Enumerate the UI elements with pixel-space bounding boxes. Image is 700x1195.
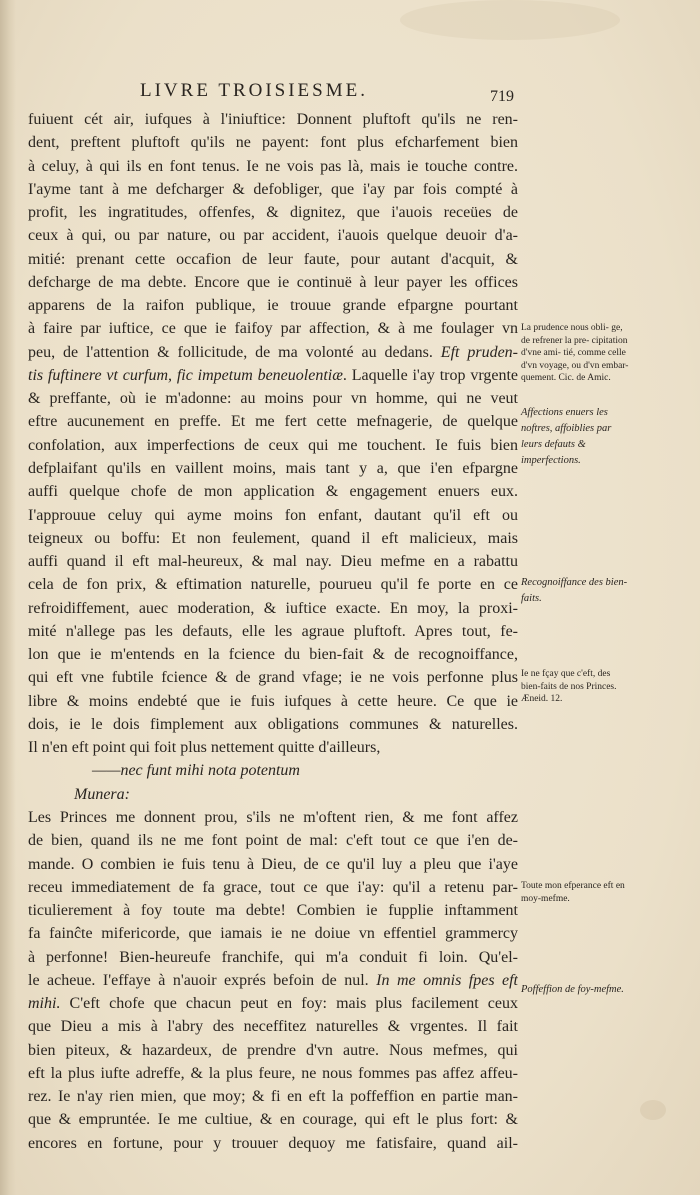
latin-quotation: Eft pruden- [440,343,518,361]
page-number: 719 [490,88,514,105]
text-segment: dent, preftent pluftoft qu'ils ne payent: font plus efcharfement bien [28,134,518,152]
text-line [28,155,518,178]
text-segment: I'ayme tant à me defcharger & defobliger, que i'ay par fois compté à [28,180,518,198]
paper-stain [640,1100,666,1120]
text-segment: eftre aucunement en preffe. Et me fert cette mefnagerie, de quelque [28,413,518,431]
text-segment: Il n'en eft point qui foit plus nettement quitte d'ailleurs, [28,739,381,757]
text-segment: libre & moins endebté que ie fuis iufques à cette heure. Ce que ie [28,692,518,710]
text-line [28,853,518,876]
text-segment: profit, les ingratitudes, offenfes, & dignitez, que i'auois receües de [28,204,518,222]
text-line [28,1039,518,1062]
text-line [28,1132,518,1155]
text-line [28,317,518,340]
text-line [28,410,518,433]
text-segment: teigneux ou boffu: Et non feulement, quand il eft malicieux, mais [28,529,518,547]
text-line [28,759,518,782]
latin-quotation: Munera: [74,785,130,803]
text-line [28,341,518,364]
text-segment: . Laquelle i'ay trop vrgente [342,366,518,384]
text-line [28,434,518,457]
binding-gutter [0,0,16,1195]
text-line [28,643,518,666]
text-segment: C'eft chofe que chacun peut en foy: mais plus facilement ceux [60,995,518,1013]
text-line [28,783,518,806]
text-line [28,620,518,643]
latin-quotation: In me omnis fpes eft [376,971,518,989]
text-line [28,736,518,759]
text-segment: defplaifant qu'ils en vaillent moins, mais tant y a, que i'en efpargne [28,459,518,477]
margin-note: Ie ne fçay que c'eft, des bien-faits de nos Princes. Æneid. 12. [521,669,617,704]
text-segment: encores en fortune, pour y trouuer dequoy me fatisfaire, quand ail- [28,1134,518,1152]
text-line [28,666,518,689]
text-segment: fuiuent cét air, iufques à l'iniuftice: Donnent pluftoft qu'ils ne ren- [28,111,518,128]
text-line [28,178,518,201]
text-segment: cela de fon prix, & eftimation naturelle, pourueu qu'il fe porte en ce [28,576,518,594]
latin-quotation: tis fuftinere vt curfum, fic impetum beneuolentiæ [28,366,343,384]
text-line [28,1108,518,1131]
text-segment: Les Princes me donnent prou, s'ils ne m'oftent rien, & me font affez [28,808,518,826]
text-line [28,597,518,620]
text-segment: rez. Ie n'ay rien mien, que moy; & fi en eft la poffeffion en partie man- [28,1088,518,1106]
text-segment: le acheue. I'effaye à n'auoir exprés befoin de nul. [28,971,377,989]
text-line [28,527,518,550]
text-segment: ticulierement à foy toute ma debte! Combien ie fupplie inftamment [28,902,518,920]
text-segment: receu immediatement de fa grace, tout ce que i'ay: qu'il a retenu par- [28,878,518,896]
latin-quotation: mihi. [28,995,61,1013]
text-segment: qui eft vne fubtile fcience & de grand vfage; ie ne vois perfonne plus [28,669,518,687]
text-line [28,271,518,294]
text-segment: mitié: prenant cette occafion de leur faute, pour autant d'acquit, & [28,250,518,268]
text-line [28,387,518,410]
text-line [28,876,518,899]
text-line [28,248,518,271]
text-segment: dois, ie le dois fimplement aux obligations communes & naturelles. [28,715,518,733]
text-segment: peu, de l'attention & follicitude, de ma volonté au dedans. [28,343,441,361]
text-line [28,108,518,131]
text-line [28,713,518,736]
text-segment: auffi quand il eft mal-heureux, & mal nay. Dieu mefme en a rabattu [28,553,518,571]
margin-note: Affections enuers les noftres, affoiblies par leurs defauts & imperfections. [521,407,612,466]
text-line [28,457,518,480]
text-line [28,1085,518,1108]
margin-note: La prudence nous obli- ge, de refrener la pre- cipitation d'vne ami- tié, comme celle d'vn voyage, ou d'vn embar- quement. Cic. de Amic. [521,323,629,383]
text-segment: confolation, aux imperfections de ceux qui me touchent. Ie fuis bien [28,436,518,454]
text-line [28,294,518,317]
text-line [28,550,518,573]
margin-note: Recognoiffance des bien-faits. [521,577,628,604]
text-segment: auffi quelque chofe de mon application & engagement enuers eux. [28,483,518,501]
text-segment: ceux à qui, ou par nature, ou par accident, i'auois quelque deuoir d'a- [28,227,518,245]
text-segment: mité n'allege pas les defauts, elle les agraue pluftoft. Apres tout, fe- [28,622,518,640]
text-line [28,1015,518,1038]
text-segment: de bien, quand ils ne me font point de mal: c'eft tout ce que i'en de- [28,832,518,850]
latin-quotation: ——nec funt mihi nota potentum [92,762,300,780]
text-segment: apparens de la raifon publique, ie trouue grande efpargne pourtant [28,297,518,315]
running-title: LIVRE TROISIESME. [140,80,368,101]
margin-note: Poffeffion de foy-mefme. [521,984,624,995]
paper-stain [400,0,620,40]
text-segment: à faire par iuftice, ce que ie faifoy par affection, & à me foulager vn [28,320,518,338]
text-line [28,224,518,247]
main-text-block [28,108,518,1155]
text-segment: I'approuue celuy qui ayme moins fon enfant, dautant qu'il eft ou [28,506,518,524]
text-line [28,806,518,829]
margin-note: Toute mon efperance eft en moy-mefme. [521,881,625,904]
text-segment: à perfonne! Bien-heureufe franchife, qui m'a conduit fi loin. Qu'el- [28,948,518,966]
text-segment: mande. O combien ie fuis tenu à Dieu, de ce qu'il luy a pleu que i'aye [28,855,518,873]
text-segment: refroidiffement, auec moderation, & iuftice exacte. En moy, la proxi- [28,599,518,617]
text-line [28,899,518,922]
text-segment: que & empruntée. Ie me cultiue, & en courage, qui eft le plus fort: & [28,1111,518,1129]
text-line [28,829,518,852]
text-segment: que Dieu a mis à l'abry des neceffitez naturelles & vrgentes. Il fait [28,1018,518,1036]
text-segment: & preffante, où ie m'adonne: au moins pour vn homme, qui ne veut [28,390,518,408]
text-line [28,690,518,713]
text-line [28,573,518,596]
text-segment: fa fainĉte mifericorde, que iamais ie ne doiue vn effentiel grammercy [28,925,518,943]
text-segment: bien piteux, & hazardeux, de prendre d'vn autre. Nous mefmes, qui [28,1041,518,1059]
text-segment: à celuy, à qui ils en font tenus. Ie ne vois pas là, mais ie touche contre. [28,157,518,175]
text-line [28,946,518,969]
text-line [28,992,518,1015]
text-segment: lon que ie m'entends en la fcience du bien-fait & de recognoiffance, [28,646,518,664]
text-line [28,922,518,945]
text-line [28,1062,518,1085]
text-line [28,364,518,387]
text-line [28,504,518,527]
text-segment: defcharge de ma debte. Encore que ie continuë à leur payer les offices [28,273,518,291]
text-line [28,201,518,224]
text-line [28,969,518,992]
text-line [28,480,518,503]
text-segment: eft la plus iufte adreffe, & la plus feure, ne nous fommes pas affez affeu- [28,1064,518,1082]
text-line [28,131,518,154]
